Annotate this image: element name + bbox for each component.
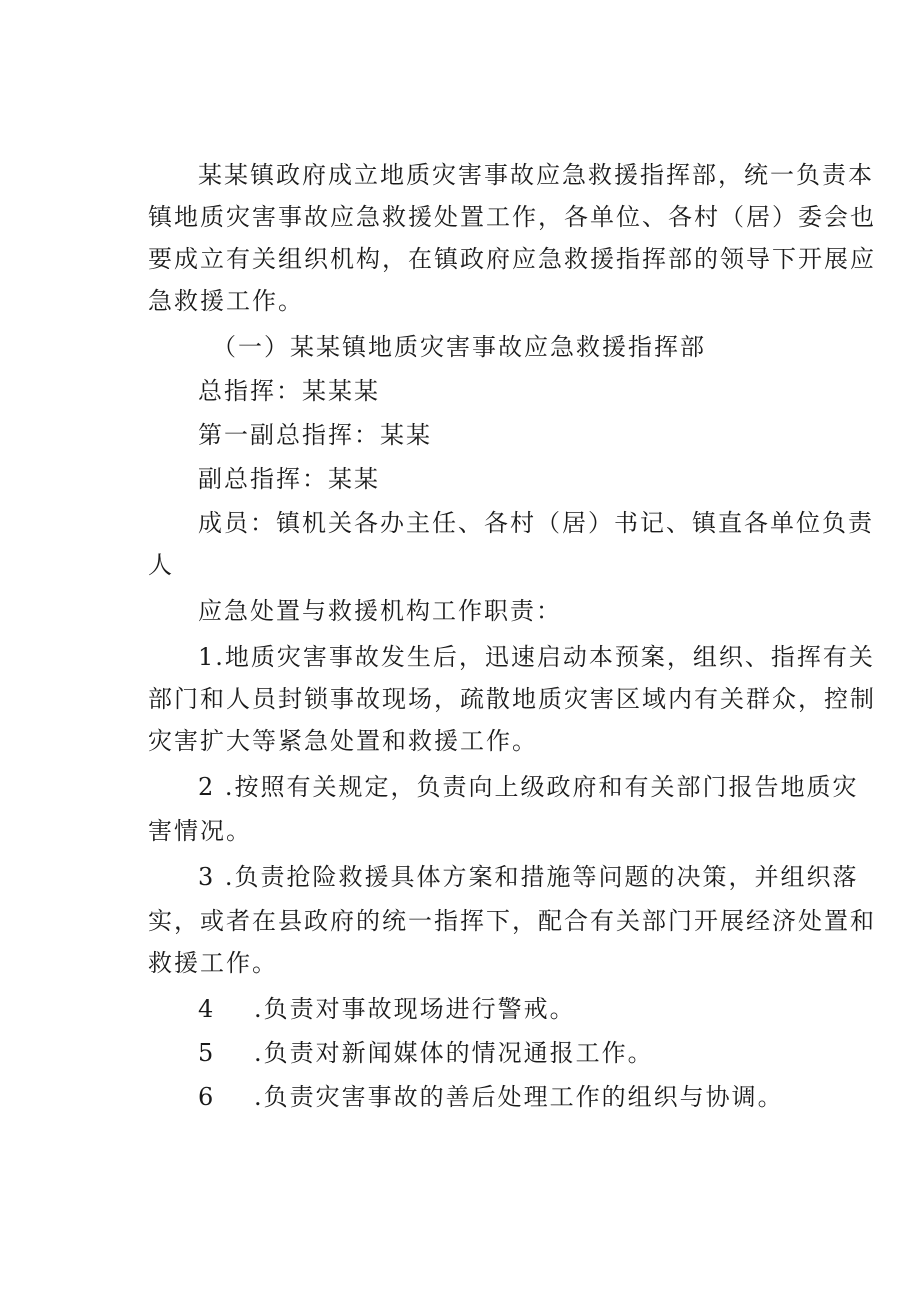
deputy-line: 副总指挥：某某 <box>198 465 380 493</box>
duty-4-line <box>198 994 576 1024</box>
duty-2-line-2: 害情况。 <box>148 817 252 845</box>
members-line-1: 成员：镇机关各办主任、各村（居）书记、镇直各单位负责 <box>198 509 874 537</box>
first-deputy-line: 第一副总指挥：某某 <box>198 421 432 449</box>
duty-5-text: .负责对新闻媒体的情况通报工作。 <box>254 1039 654 1067</box>
intro-line-4: 急救援工作。 <box>148 287 304 315</box>
duty-4-number: 4 <box>198 995 216 1023</box>
duty-4-text: .负责对事故现场进行警戒。 <box>254 995 576 1023</box>
section-heading: （一）某某镇地质灾害事故应急救援指挥部 <box>212 333 706 361</box>
intro-line-1: 某某镇政府成立地质灾害事故应急救援指挥部，统一负责本 <box>198 161 874 189</box>
intro-line-2: 镇地质灾害事故应急救援处置工作，各单位、各村（居）委会也 <box>148 203 876 231</box>
duty-6-text: .负责灾害事故的善后处理工作的组织与协调。 <box>254 1083 784 1111</box>
duties-heading: 应急处置与救援机构工作职责： <box>198 597 562 625</box>
duty-5-number: 5 <box>198 1039 216 1067</box>
duty-3-line-2: 实，或者在县政府的统一指挥下，配合有关部门开展经济处置和 <box>148 907 876 935</box>
members-line-2: 人 <box>148 551 174 579</box>
duty-2-line-1: 2 .按照有关规定，负责向上级政府和有关部门报告地质灾 <box>198 773 859 801</box>
duty-6-line <box>198 1082 784 1112</box>
duty-1-line-2: 部门和人员封锁事故现场，疏散地质灾害区域内有关群众，控制 <box>148 685 876 713</box>
intro-line-3: 要成立有关组织机构，在镇政府应急救援指挥部的领导下开展应 <box>148 245 876 273</box>
duty-3-line-3: 救援工作。 <box>148 949 278 977</box>
duty-5-line <box>198 1038 654 1068</box>
duty-1-line-1: 1.地质灾害事故发生后，迅速启动本预案，组织、指挥有关 <box>198 643 875 671</box>
duty-3-line-1: 3 .负责抢险救援具体方案和措施等问题的决策，并组织落 <box>198 863 859 891</box>
commander-line: 总指挥：某某某 <box>198 377 380 405</box>
duty-1-line-3: 灾害扩大等紧急处置和救援工作。 <box>148 727 538 755</box>
duty-6-number: 6 <box>198 1083 216 1111</box>
